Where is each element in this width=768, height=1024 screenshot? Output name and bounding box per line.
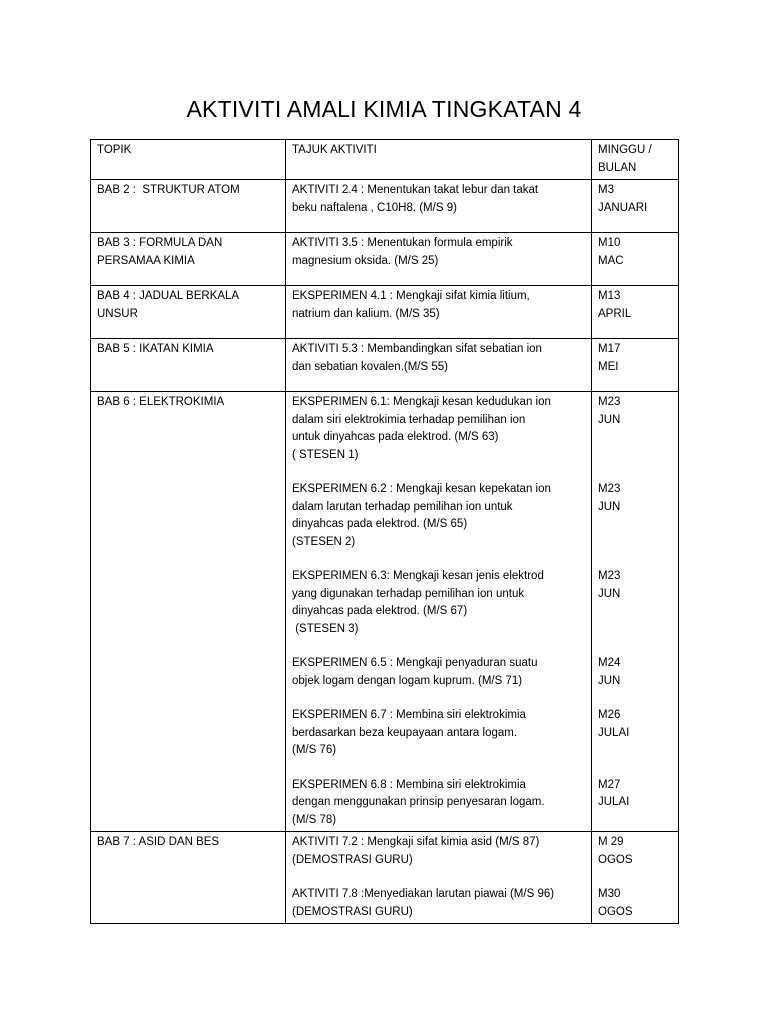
topic-text: BAB 5 : IKATAN KIMIA	[97, 343, 214, 355]
activity-text: (STESEN 3)	[292, 622, 359, 635]
spacer	[598, 812, 672, 830]
month-name: JUN	[598, 413, 621, 426]
spacer	[598, 742, 672, 760]
week-entry	[598, 777, 672, 830]
week-cell	[592, 286, 679, 339]
activity-entry	[292, 341, 585, 376]
week-entry	[598, 182, 672, 217]
activity-cell	[286, 180, 592, 233]
week-entry	[598, 834, 672, 886]
activity-cell	[286, 339, 592, 392]
activity-text: beku naftalena , C10H8. (M/S 9)	[292, 201, 457, 214]
week-number: M30	[598, 888, 621, 900]
activity-text: dengan menggunakan prinsip penyesaran logam.	[292, 796, 545, 808]
activity-text: EKSPERIMEN 6.8 : Membina siri elektrokimia	[292, 778, 526, 791]
week-entry	[598, 568, 672, 655]
activity-text: (DEMOSTRASI GURU)	[292, 905, 413, 918]
page-title: AKTIVITI AMALI KIMIA TINGKATAN 4	[186, 96, 582, 122]
activity-entry	[292, 288, 585, 323]
table-row	[91, 180, 679, 233]
topic-text: BAB 4 : JADUAL BERKALA	[97, 290, 240, 302]
spacer	[598, 429, 672, 447]
week-number: M17	[598, 343, 621, 355]
month-name: OGOS	[598, 905, 633, 918]
week-number: M23	[598, 396, 621, 408]
month-name: MAC	[598, 254, 624, 267]
activity-text: EKSPERIMEN 6.3: Mengkaji kesan jenis elektrod	[292, 570, 544, 582]
week-number: M13	[598, 290, 621, 302]
activity-text: AKTIVITI 7.2 : Mengkaji sifat kimia asid (M/S 87)	[292, 836, 540, 848]
week-cell	[592, 180, 679, 233]
activity-text: AKTIVITI 7.8 :Menyediakan larutan piawai (M/S 96)	[292, 888, 555, 900]
topic-text: PERSAMAA KIMIA	[97, 254, 195, 267]
week-number: M23	[598, 483, 621, 495]
month-name: JUN	[598, 587, 621, 600]
activity-cell	[286, 832, 592, 924]
activity-cell	[286, 286, 592, 339]
activity-text: dan sebatian kovalen.(M/S 55)	[292, 360, 448, 373]
activity-text: untuk dinyahcas pada elektrod. (M/S 63)	[292, 431, 499, 443]
month-name: OGOS	[598, 853, 633, 866]
activity-text: objek logam dengan logam kuprum. (M/S 71)	[292, 674, 523, 687]
week-cell	[592, 392, 679, 832]
activity-text: EKSPERIMEN 6.5 : Mengkaji penyaduran suatu	[292, 657, 538, 669]
activity-text: AKTIVITI 2.4 : Menentukan takat lebur dan takat	[292, 184, 539, 196]
activity-text: yang digunakan terhadap pemilihan ion untuk	[292, 587, 525, 600]
activity-schedule-table	[90, 139, 679, 924]
activity-cell	[286, 233, 592, 286]
activity-text: AKTIVITI 5.3 : Membandingkan sifat sebatian ion	[292, 343, 542, 355]
activity-text: dalam siri elektrokimia terhadap pemilihan ion	[292, 413, 526, 426]
activity-text: EKSPERIMEN 6.2 : Mengkaji kesan kepekatan ion	[292, 483, 551, 495]
spacer	[598, 534, 672, 552]
activity-entry	[292, 777, 585, 830]
month-name: MEI	[598, 360, 619, 373]
activity-text: (M/S 78)	[292, 813, 337, 826]
week-entry	[598, 886, 672, 921]
topic-cell	[91, 832, 286, 924]
week-cell	[592, 233, 679, 286]
week-entry	[598, 288, 672, 323]
week-number: M24	[598, 657, 621, 669]
table-row	[91, 233, 679, 286]
topic-text: BAB 3 : FORMULA DAN	[97, 237, 223, 249]
topic-cell	[91, 180, 286, 233]
activity-entry	[292, 707, 585, 777]
activity-entry	[292, 394, 585, 481]
activity-text: EKSPERIMEN 6.1: Mengkaji kesan kedudukan ion	[292, 396, 551, 408]
activity-text: magnesium oksida. (M/S 25)	[292, 254, 439, 267]
activity-text: EKSPERIMEN 6.7 : Membina siri elektrokimia	[292, 709, 526, 721]
activity-text: (M/S 76)	[292, 744, 337, 756]
header-week: MINGGU / BULAN	[592, 140, 679, 180]
month-name: JUN	[598, 500, 621, 513]
week-entry	[598, 481, 672, 568]
week-number: M26	[598, 709, 621, 721]
topic-cell	[91, 286, 286, 339]
month-name: JULAI	[598, 796, 630, 808]
activity-entry	[292, 235, 585, 270]
month-name: JUN	[598, 674, 621, 687]
activity-text: berdasarkan beza keupayaan antara logam.	[292, 726, 518, 739]
week-number: M23	[598, 570, 621, 582]
spacer	[598, 447, 672, 465]
activity-cell	[286, 392, 592, 832]
table-row	[91, 339, 679, 392]
activity-entry	[292, 568, 585, 655]
week-cell	[592, 832, 679, 924]
activity-text: (DEMOSTRASI GURU)	[292, 853, 413, 866]
week-entry	[598, 655, 672, 707]
spacer	[598, 516, 672, 534]
activity-text: dinyahcas pada elektrod. (M/S 65)	[292, 518, 468, 530]
header-topic: TOPIK	[91, 140, 286, 180]
table-row	[91, 832, 679, 924]
week-number: M27	[598, 778, 621, 791]
month-name: APRIL	[598, 307, 632, 320]
week-entry	[598, 235, 672, 270]
week-cell	[592, 339, 679, 392]
activity-text: EKSPERIMEN 4.1 : Mengkaji sifat kimia litium,	[292, 290, 530, 302]
spacer	[598, 603, 672, 621]
topic-text: BAB 6 : ELEKTROKIMIA	[97, 396, 225, 408]
week-number: M10	[598, 237, 621, 249]
topic-cell	[91, 339, 286, 392]
activity-entry	[292, 481, 585, 568]
table-header-row	[91, 140, 679, 180]
spacer	[598, 621, 672, 639]
topic-text: BAB 7 : ASID DAN BES	[97, 836, 220, 848]
week-number: M3	[598, 184, 614, 196]
activity-text: (STESEN 2)	[292, 535, 356, 548]
activity-text: dinyahcas pada elektrod. (M/S 67)	[292, 605, 468, 617]
month-name: JULAI	[598, 726, 630, 739]
table-row	[91, 392, 679, 832]
activity-text: dalam larutan terhadap pemilihan ion untuk	[292, 500, 513, 513]
activity-entry	[292, 886, 585, 921]
topic-cell	[91, 233, 286, 286]
week-entry	[598, 707, 672, 777]
activity-entry	[292, 834, 585, 886]
activity-text: AKTIVITI 3.5 : Menentukan formula empirik	[292, 237, 513, 249]
week-number: M 29	[598, 836, 624, 848]
activity-entry	[292, 182, 585, 217]
week-entry	[598, 394, 672, 481]
topic-text: BAB 2 : STRUKTUR ATOM	[97, 184, 240, 196]
table-row	[91, 286, 679, 339]
topic-text: UNSUR	[97, 307, 138, 320]
week-entry	[598, 341, 672, 376]
header-activity: TAJUK AKTIVITI	[286, 140, 592, 180]
month-name: JANUARI	[598, 201, 648, 214]
topic-cell	[91, 392, 286, 832]
activity-entry	[292, 655, 585, 707]
activity-text: natrium dan kalium. (M/S 35)	[292, 307, 440, 320]
activity-text: ( STESEN 1)	[292, 448, 359, 461]
